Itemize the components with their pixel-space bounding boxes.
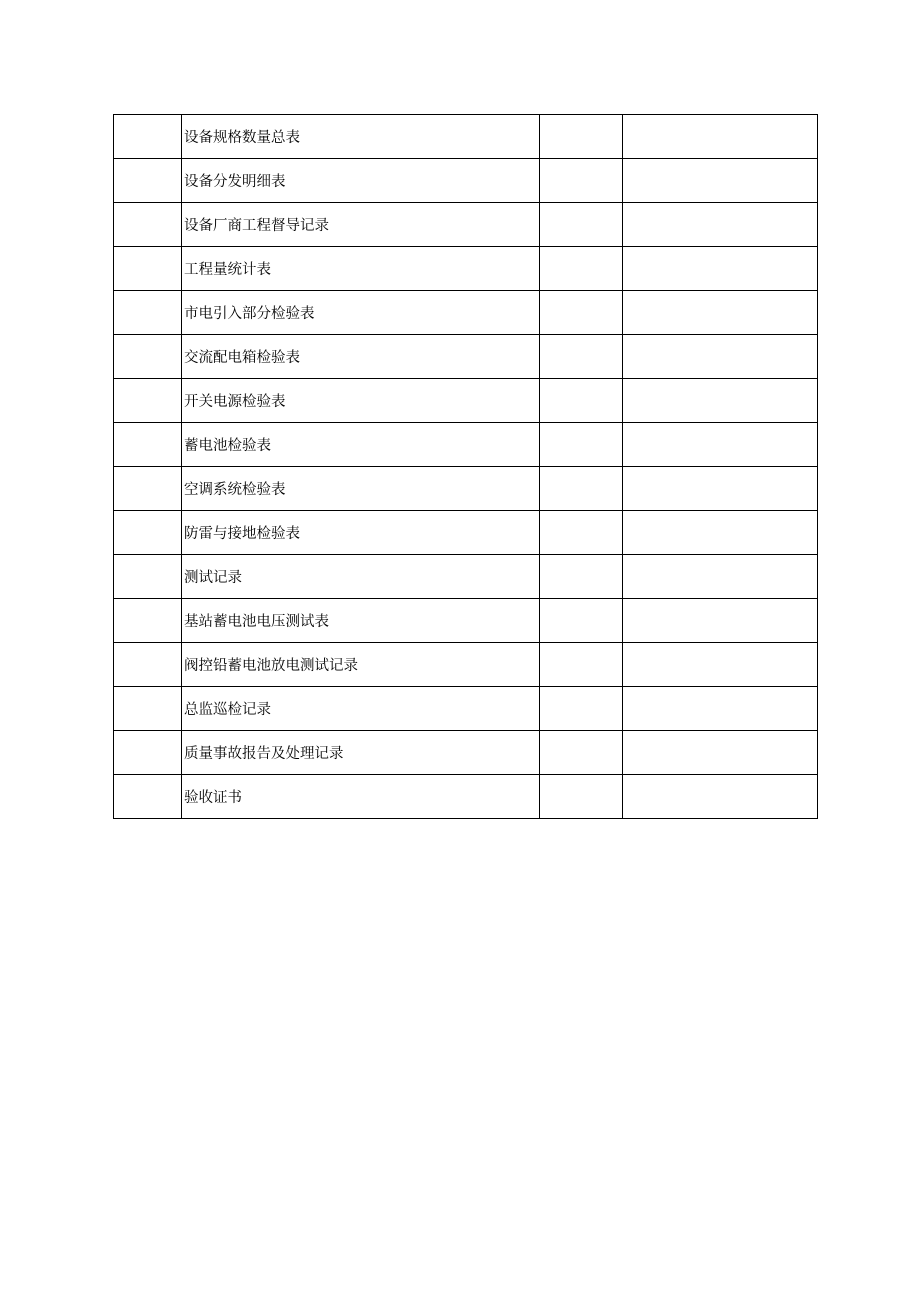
record-name-cell: 市电引入部分检验表 — [182, 291, 540, 335]
index-cell — [114, 379, 182, 423]
record-name-cell: 测试记录 — [182, 555, 540, 599]
index-cell — [114, 203, 182, 247]
empty-cell — [540, 247, 623, 291]
index-cell — [114, 687, 182, 731]
empty-cell — [540, 159, 623, 203]
record-name-cell: 开关电源检验表 — [182, 379, 540, 423]
remarks-cell — [623, 731, 818, 775]
index-cell — [114, 247, 182, 291]
table-row — [114, 775, 818, 819]
remarks-cell — [623, 291, 818, 335]
record-name-cell: 设备分发明细表 — [182, 159, 540, 203]
index-cell — [114, 291, 182, 335]
table-row — [114, 115, 818, 159]
empty-cell — [540, 687, 623, 731]
table-row — [114, 203, 818, 247]
record-name-cell: 空调系统检验表 — [182, 467, 540, 511]
record-name-cell: 验收证书 — [182, 775, 540, 819]
table-row — [114, 247, 818, 291]
empty-cell — [540, 731, 623, 775]
empty-cell — [540, 511, 623, 555]
empty-cell — [540, 775, 623, 819]
record-name-cell: 阀控铅蓄电池放电测试记录 — [182, 643, 540, 687]
table-row — [114, 511, 818, 555]
document-list-table — [113, 114, 818, 819]
record-name-cell: 总监巡检记录 — [182, 687, 540, 731]
index-cell — [114, 423, 182, 467]
table-row — [114, 335, 818, 379]
record-name-cell: 基站蓄电池电压测试表 — [182, 599, 540, 643]
record-name-cell: 防雷与接地检验表 — [182, 511, 540, 555]
remarks-cell — [623, 247, 818, 291]
empty-cell — [540, 203, 623, 247]
table-row — [114, 555, 818, 599]
record-name-cell: 交流配电箱检验表 — [182, 335, 540, 379]
index-cell — [114, 159, 182, 203]
empty-cell — [540, 115, 623, 159]
index-cell — [114, 555, 182, 599]
remarks-cell — [623, 335, 818, 379]
index-cell — [114, 467, 182, 511]
remarks-cell — [623, 599, 818, 643]
remarks-cell — [623, 775, 818, 819]
remarks-cell — [623, 511, 818, 555]
empty-cell — [540, 379, 623, 423]
record-name-cell: 质量事故报告及处理记录 — [182, 731, 540, 775]
empty-cell — [540, 335, 623, 379]
record-name-cell: 工程量统计表 — [182, 247, 540, 291]
record-name-cell: 设备规格数量总表 — [182, 115, 540, 159]
remarks-cell — [623, 687, 818, 731]
remarks-cell — [623, 643, 818, 687]
table-row — [114, 643, 818, 687]
record-name-cell: 蓄电池检验表 — [182, 423, 540, 467]
table-body — [114, 115, 818, 819]
index-cell — [114, 335, 182, 379]
index-cell — [114, 599, 182, 643]
index-cell — [114, 775, 182, 819]
remarks-cell — [623, 467, 818, 511]
index-cell — [114, 511, 182, 555]
index-cell — [114, 643, 182, 687]
empty-cell — [540, 643, 623, 687]
index-cell — [114, 115, 182, 159]
table-row — [114, 379, 818, 423]
table-row — [114, 599, 818, 643]
empty-cell — [540, 599, 623, 643]
remarks-cell — [623, 423, 818, 467]
remarks-cell — [623, 159, 818, 203]
remarks-cell — [623, 203, 818, 247]
table-row — [114, 423, 818, 467]
index-cell — [114, 731, 182, 775]
remarks-cell — [623, 555, 818, 599]
table-row — [114, 159, 818, 203]
record-name-cell: 设备厂商工程督导记录 — [182, 203, 540, 247]
remarks-cell — [623, 379, 818, 423]
table-row — [114, 291, 818, 335]
remarks-cell — [623, 115, 818, 159]
empty-cell — [540, 423, 623, 467]
empty-cell — [540, 555, 623, 599]
table-row — [114, 467, 818, 511]
table-row — [114, 687, 818, 731]
empty-cell — [540, 467, 623, 511]
empty-cell — [540, 291, 623, 335]
table-row — [114, 731, 818, 775]
